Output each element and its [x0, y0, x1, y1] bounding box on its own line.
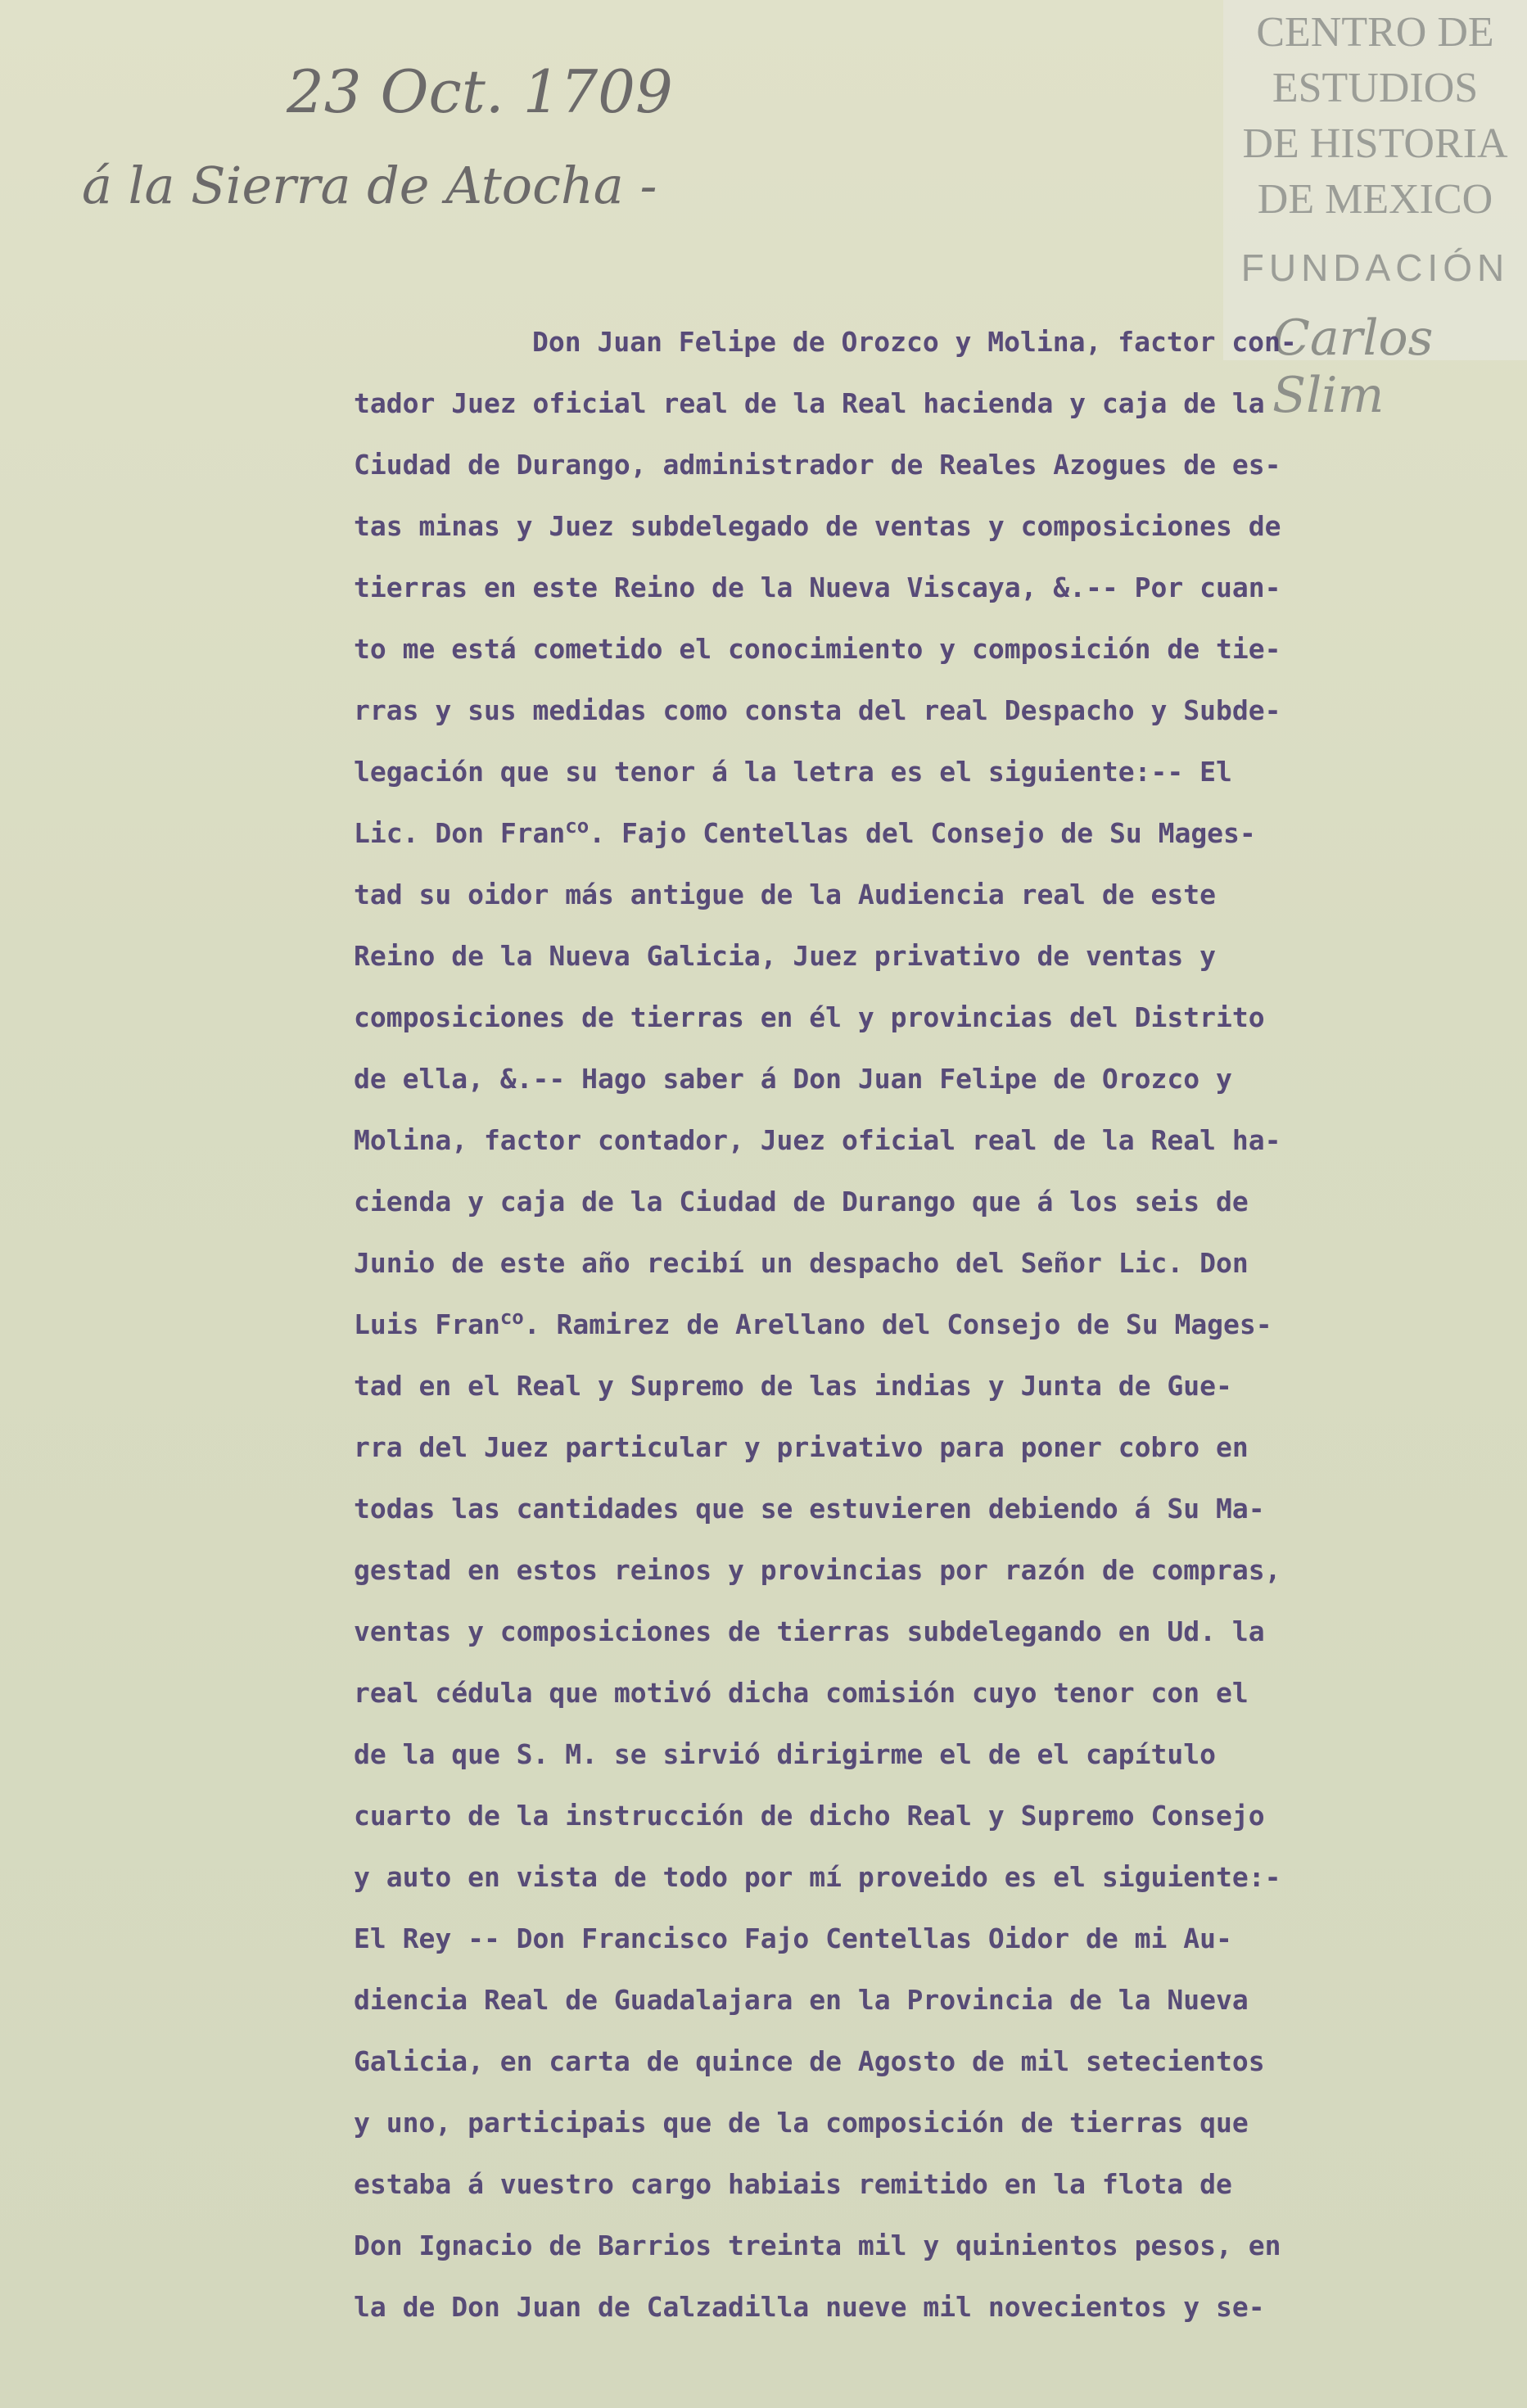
- text-line: Ciudad de Durango, administrador de Reales Azogues de es-: [354, 449, 1281, 481]
- text-line: y auto en vista de todo por mí proveido es el siguiente:-: [354, 1861, 1281, 1893]
- text-line: tierras en este Reino de la Nueva Viscaya, &.-- Por cuan-: [354, 572, 1281, 603]
- text-line: estaba á vuestro cargo habiais remitido en la flota de: [354, 2168, 1232, 2200]
- archive-stamp: [1223, 0, 1527, 424]
- text-line: la de Don Juan de Calzadilla nueve mil novecientos y se-: [354, 2291, 1265, 2323]
- text-line: Molina, factor contador, Juez oficial real de la Real ha-: [354, 1124, 1281, 1156]
- text-line: El Rey -- Don Francisco Fajo Centellas Oidor de mi Au-: [354, 1922, 1232, 1954]
- text-line: de ella, &.-- Hago saber á Don Juan Felipe de Orozco y: [354, 1063, 1232, 1095]
- handwritten-title: á la Sierra de Atocha -: [82, 156, 657, 215]
- text-line: tad su oidor más antigue de la Audiencia real de este: [354, 879, 1216, 910]
- text-line: Luis Fran$^{co}$. Ramirez de Arellano del Consejo de Su Mages-: [354, 1306, 1272, 1340]
- text-line: y uno, participais que de la composición de tierras que: [354, 2107, 1249, 2139]
- text-line: rra del Juez particular y privativo para poner cobro en: [354, 1431, 1249, 1463]
- text-line: composiciones de tierras en él y provincias del Distrito: [354, 1001, 1265, 1033]
- text-line: real cédula que motivó dicha comisión cuyo tenor con el: [354, 1677, 1249, 1709]
- text-line: Lic. Don Fran$^{co}$. Fajo Centellas del Consejo de Su Mages-: [354, 815, 1256, 849]
- handwritten-date: 23 Oct. 1709: [287, 57, 673, 126]
- text-line: Don Juan Felipe de Orozco y Molina, factor con-: [532, 326, 1297, 358]
- stamp-line-1: CENTRO DE: [1256, 9, 1494, 56]
- text-line: tad en el Real y Supremo de las indias y Junta de Gue-: [354, 1370, 1232, 1402]
- text-line: legación que su tenor á la letra es el siguiente:-- El: [354, 756, 1232, 788]
- text-line: cuarto de la instrucción de dicho Real y Supremo Consejo: [354, 1800, 1265, 1832]
- text-line: tas minas y Juez subdelegado de ventas y composiciones de: [354, 510, 1281, 542]
- text-line: diencia Real de Guadalajara en la Provincia de la Nueva: [354, 1984, 1249, 2016]
- text-line: cienda y caja de la Ciudad de Durango que á los seis de: [354, 1186, 1249, 1218]
- stamp-line-4: DE MEXICO: [1257, 176, 1493, 223]
- stamp-line-3: DE HISTORIA: [1242, 120, 1508, 167]
- text-line: ventas y composiciones de tierras subdelegando en Ud. la: [354, 1615, 1265, 1647]
- stamp-line-2: ESTUDIOS: [1272, 65, 1479, 111]
- text-line: Don Ignacio de Barrios treinta mil y quinientos pesos, en: [354, 2230, 1281, 2261]
- text-line: to me está cometido el conocimiento y composición de tie-: [354, 633, 1281, 665]
- stamp-signature: Carlos Slim: [1272, 309, 1434, 424]
- text-line: de la que S. M. se sirvió dirigirme el de el capítulo: [354, 1738, 1216, 1770]
- stamp-foundation: FUNDACIÓN: [1240, 246, 1510, 289]
- text-line: gestad en estos reinos y provincias por razón de compras,: [354, 1554, 1281, 1586]
- text-line: Galicia, en carta de quince de Agosto de mil setecientos: [354, 2045, 1265, 2077]
- text-line: rras y sus medidas como consta del real Despacho y Subde-: [354, 694, 1281, 726]
- text-line: todas las cantidades que se estuvieren debiendo á Su Ma-: [354, 1493, 1265, 1525]
- text-line: tador Juez oficial real de la Real hacienda y caja de la: [354, 387, 1265, 419]
- text-line: Junio de este año recibí un despacho del Señor Lic. Don: [354, 1247, 1249, 1279]
- text-line: Reino de la Nueva Galicia, Juez privativo de ventas y: [354, 940, 1216, 972]
